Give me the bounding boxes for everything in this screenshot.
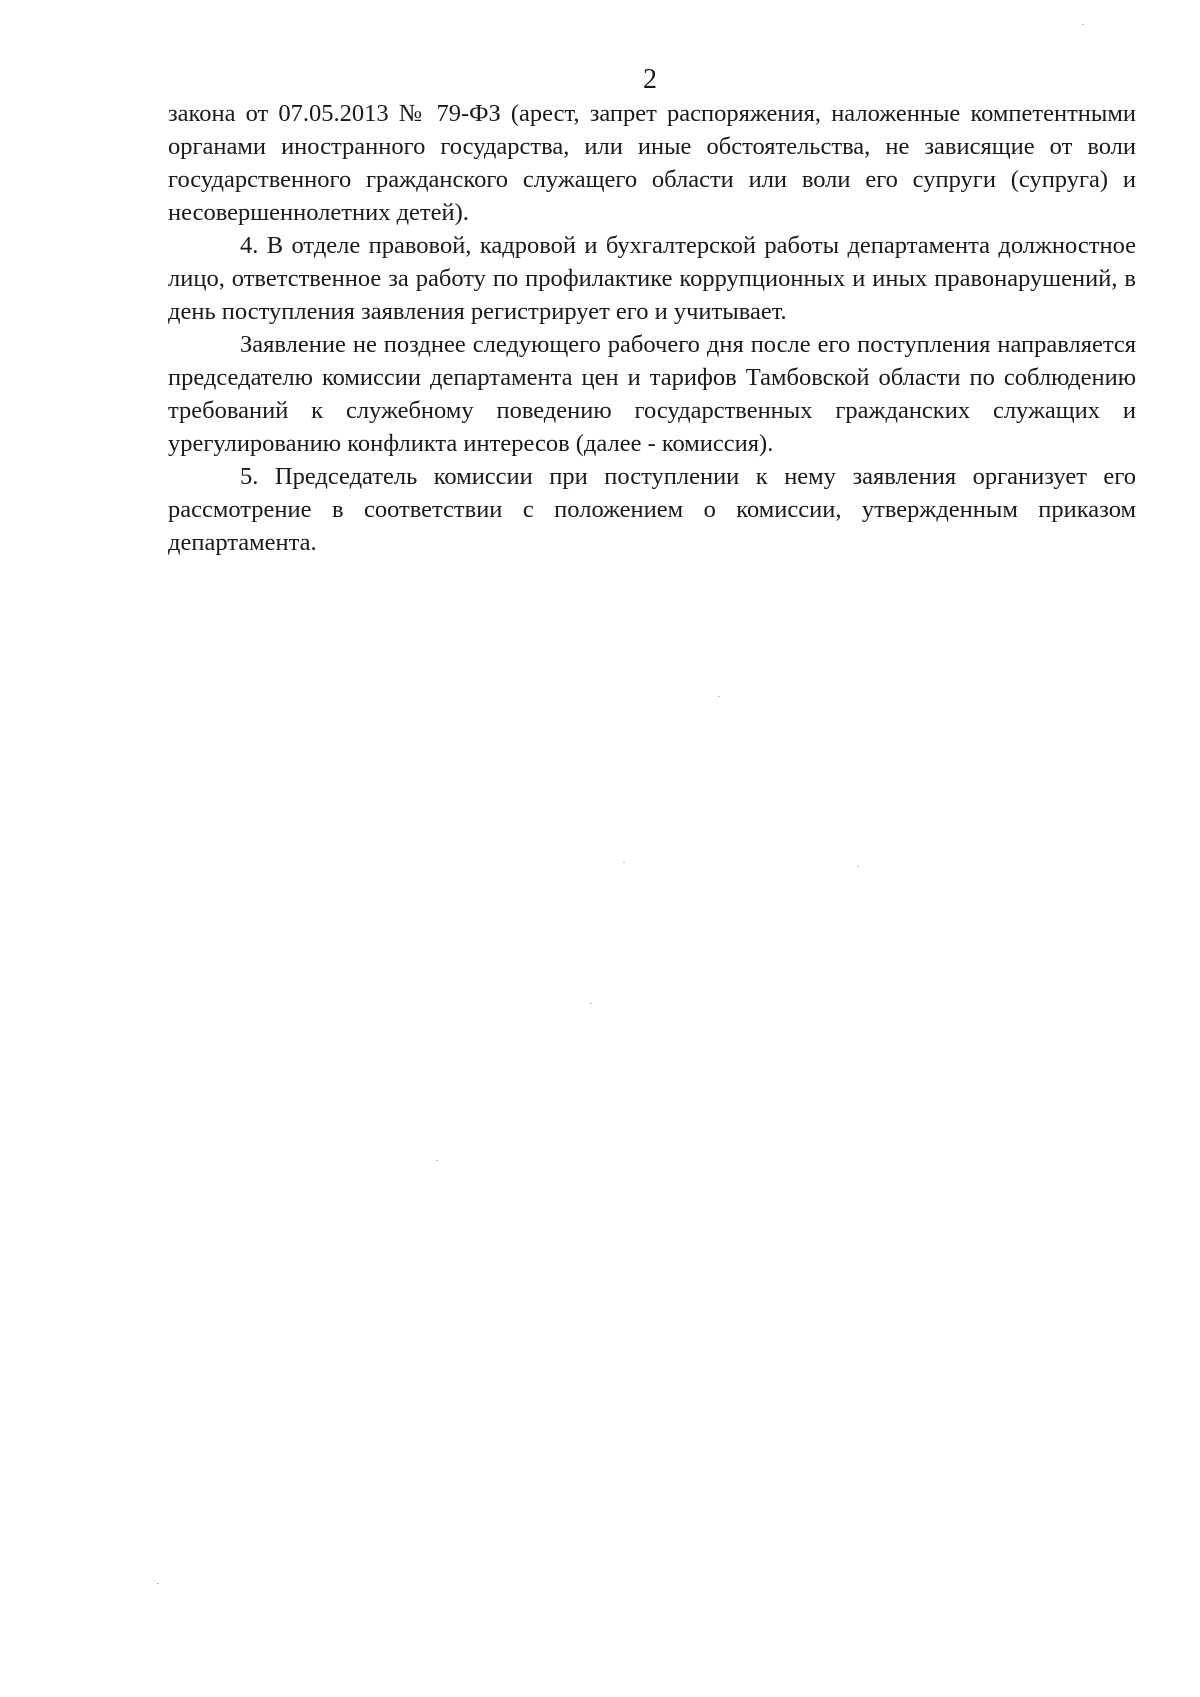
- scan-speck: [1082, 24, 1084, 25]
- document-body: [168, 97, 1136, 559]
- paragraph-item-5: 5. Председатель комиссии при поступлении к нему заявления организует его рассмотрение в соответствии с положением о комиссии, утвержденным приказом департамента.: [168, 463, 1136, 556]
- paragraph-law-reference: закона от 07.05.2013 № 79-ФЗ (арест, запрет распоряжения, наложенные компетентными органами иностранного государства, или иные обстоятельства, не зависящие от воли государственного гражданского служащего области или воли его супруги (супруга) и несовершеннолетних детей).: [168, 100, 1136, 226]
- scan-speck: [436, 1160, 438, 1161]
- scan-speck: [157, 1583, 159, 1584]
- scan-speck: [857, 866, 859, 867]
- scan-speck: [718, 696, 720, 697]
- scan-speck: [590, 1003, 592, 1004]
- paragraph-item-4: 4. В отделе правовой, кадровой и бухгалтерской работы департамента должностное лицо, ответственное за работу по профилактике коррупционных и иных правонарушений, в день поступления заявления регистрирует его и учитывает.: [168, 232, 1136, 325]
- page-number: 2: [643, 64, 657, 95]
- paragraph-statement-referral: Заявление не позднее следующего рабочего дня после его поступления направляется председателю комиссии департамента цен и тарифов Тамбовской области по соблюдению требований к служебному поведению государственных гражданских служащих и урегулированию конфликта интересов (далее - комиссия).: [168, 331, 1136, 457]
- scan-speck: [623, 862, 625, 863]
